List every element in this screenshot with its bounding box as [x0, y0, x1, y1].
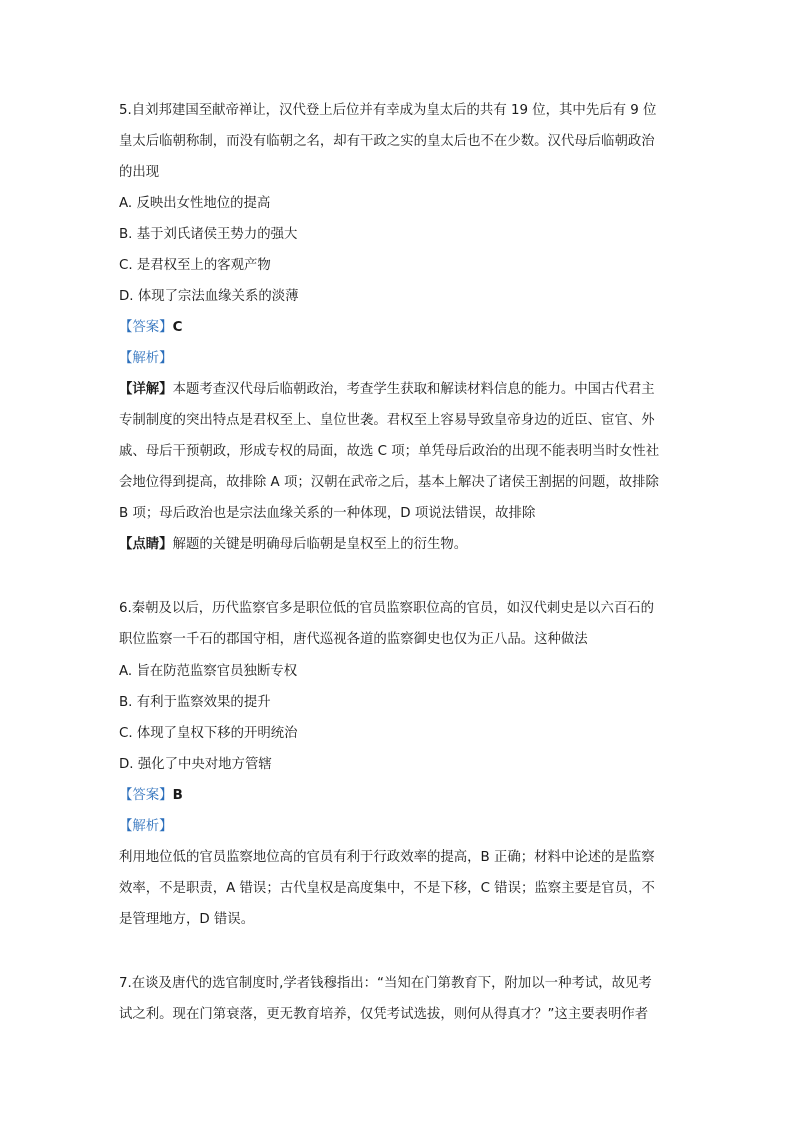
- q5-option-d: D. 体现了宗法血缘关系的淡薄: [119, 289, 299, 304]
- q6-option-b: B. 有利于监察效果的提升: [119, 695, 271, 710]
- q7-stem-line-1: 7.在谈及唐代的选官制度时,学者钱穆指出：“当知在门第教育下，附加以一种考试，故见考: [119, 976, 652, 991]
- q5-option-b: B. 基于刘氏诸侯王势力的强大: [119, 227, 298, 242]
- q6-stem-line-1: 6.秦朝及以后，历代监察官多是职位低的官员监察职位高的官员，如汉代刺史是以六百石的: [119, 601, 655, 616]
- q5-option-c: C. 是君权至上的客观产物: [119, 258, 271, 273]
- q6-option-c: C. 体现了皇权下移的开明统治: [119, 726, 298, 741]
- answer-value: B: [172, 788, 183, 803]
- q6-analysis-line-2: 效率，不是职责，A 错误；古代皇权是高度集中，不是下移，C 错误；监察主要是官员，不: [119, 881, 655, 896]
- detail-text: 本题考查汉代母后临朝政治，考查学生获取和解读材料信息的能力。中国古代君主: [172, 382, 655, 397]
- q5-detail-line-2: 专制制度的突出特点是君权至上、皇位世袭。君权至上容易导致皇帝身边的近臣、宦官、外: [119, 413, 655, 428]
- answer-tag: 【答案】: [119, 320, 173, 335]
- q7-stem-line-2: 试之利。现在门第衰落，更无教育培养，仅凭考试选拔，则何从得真才？”这主要表明作者: [119, 1007, 649, 1022]
- q6-option-a: A. 旨在防范监察官员独断专权: [119, 664, 298, 679]
- detail-tag: 【详解】: [119, 382, 173, 397]
- q6-stem-line-2: 职位监察一千石的郡国守相，唐代巡视各道的监察御史也仅为正八品。这种做法: [119, 632, 588, 647]
- q5-stem-line-2: 皇太后临朝称制，而没有临朝之名，却有干政之实的皇太后也不在少数。汉代母后临朝政治: [119, 134, 655, 149]
- q5-answer-line: [119, 318, 679, 338]
- q5-detail-line-1: [119, 380, 679, 400]
- point-text: 解题的关键是明确母后临朝是皇权至上的衍生物。: [172, 537, 468, 552]
- answer-tag: 【答案】: [119, 788, 173, 803]
- q5-detail-line-5: B 项；母后政治也是宗法血缘关系的一种体现，D 项说法错误，故排除: [119, 506, 536, 521]
- q5-detail-line-3: 戚、母后干预朝政，形成专权的局面，故选 C 项；单凭母后政治的出现不能表明当时女性社: [119, 444, 660, 459]
- q6-analysis-tag: [119, 817, 679, 837]
- q5-stem-line-1: 5.自刘邦建国至献帝禅让，汉代登上后位并有幸成为皇太后的共有 19 位，其中先后有 9 位: [119, 103, 657, 118]
- q5-stem-line-3: 的出现: [119, 165, 160, 180]
- analysis-tag: 【解析】: [119, 819, 173, 834]
- q6-answer-line: [119, 786, 679, 806]
- q6-option-d: D. 强化了中央对地方管辖: [119, 757, 272, 772]
- q5-analysis-tag: [119, 349, 679, 369]
- q5-option-a: A. 反映出女性地位的提高: [119, 196, 271, 211]
- answer-value: C: [172, 320, 183, 335]
- analysis-tag: 【解析】: [119, 351, 173, 366]
- q5-point-line: [119, 535, 679, 555]
- q6-analysis-line-1: 利用地位低的官员监察地位高的官员有利于行政效率的提高，B 正确；材料中论述的是监察: [119, 850, 655, 865]
- q6-analysis-line-3: 是管理地方，D 错误。: [119, 912, 255, 927]
- point-tag: 【点睛】: [119, 537, 173, 552]
- q5-detail-line-4: 会地位得到提高，故排除 A 项；汉朝在武帝之后，基本上解决了诸侯王割据的问题，故排除: [119, 475, 659, 490]
